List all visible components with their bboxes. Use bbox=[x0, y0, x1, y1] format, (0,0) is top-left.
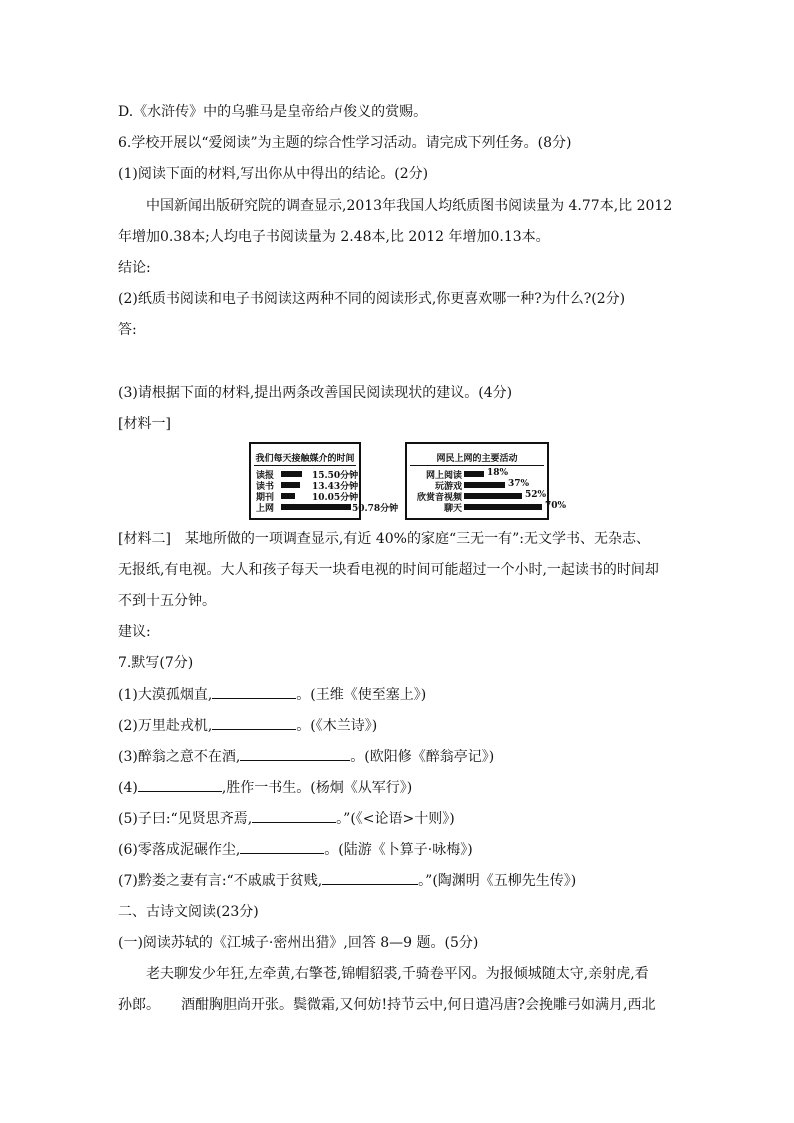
chart-divider bbox=[254, 465, 356, 466]
answer-blank[interactable] bbox=[240, 839, 324, 854]
question-6-heading: 6.学校开展以“爱阅读”为主题的综合性学习活动。请完成下列任务。(8分) bbox=[118, 135, 572, 151]
conclusion-label: 结论: bbox=[118, 260, 151, 276]
chart-divider bbox=[410, 465, 544, 466]
data-bar bbox=[464, 493, 522, 499]
data-bar bbox=[281, 493, 295, 499]
dictation-item-5 bbox=[118, 808, 455, 829]
value-label: 50.78分钟 bbox=[352, 504, 399, 514]
data-bar bbox=[464, 471, 484, 477]
data-bar bbox=[464, 504, 542, 510]
category-label: 读书 bbox=[256, 482, 275, 492]
dictation-prompt: (5)子曰:“见贤思齐焉, bbox=[118, 811, 253, 827]
subquestion-3: (3)请根据下面的材料,提出两条改善国民阅读现状的建议。(4分) bbox=[118, 385, 513, 401]
answer-blank[interactable] bbox=[240, 746, 350, 761]
data-bar bbox=[281, 482, 300, 488]
dictation-prompt: (3)醉翁之意不在酒, bbox=[118, 749, 241, 765]
dictation-prompt: (7)黔娄之妻有言:“不戚戚于贫贱, bbox=[118, 873, 323, 889]
category-label: 聊天 bbox=[443, 504, 462, 514]
value-label: 70% bbox=[545, 501, 567, 511]
dictation-item-6 bbox=[118, 839, 473, 860]
reading-1-heading: (一)阅读苏轼的《江城子·密州出猎》,回答 8—9 题。(5分) bbox=[118, 935, 479, 951]
data-bar bbox=[464, 482, 505, 488]
dictation-item-3 bbox=[118, 746, 494, 767]
category-label: 期刊 bbox=[256, 493, 275, 503]
poem-text-line-2: 孙郎。 酒酣胸胆尚开张。鬓微霜,又何妨!持节云中,何日遣冯唐?会挽雕弓如满月,西北 bbox=[118, 997, 656, 1013]
suggestion-label: 建议: bbox=[118, 624, 151, 640]
answer-label: 答: bbox=[118, 322, 137, 338]
material-2-paragraph-1: [材料二] 某地所做的一项调查显示,有近 40%的家庭“三无一有”:无文学书、无杂志、 bbox=[118, 531, 650, 547]
category-label: 网上阅读 bbox=[425, 471, 462, 481]
question-7-heading: 7.默写(7分) bbox=[118, 655, 194, 671]
material-2-paragraph-3: 不到十五分钟。 bbox=[118, 593, 216, 609]
material-2-paragraph-2: 无报纸,有电视。大人和孩子每天一块看电视的时间可能超过一个小时,一起读书的时间却 bbox=[118, 562, 659, 578]
value-label: 10.05分钟 bbox=[312, 493, 359, 503]
subquestion-1: (1)阅读下面的材料,写出你从中得出的结论。(2分) bbox=[118, 166, 429, 182]
category-label: 上网 bbox=[256, 504, 275, 514]
dictation-source: 。(王维《使至塞上》) bbox=[296, 687, 427, 703]
option-d-text: D.《水浒传》中的乌骓马是皇帝给卢俊义的赏赐。 bbox=[118, 104, 428, 120]
material-1-label: [材料一] bbox=[118, 416, 171, 432]
answer-blank[interactable] bbox=[212, 684, 296, 699]
answer-blank[interactable] bbox=[212, 715, 296, 730]
category-label: 欣赏音视频 bbox=[416, 493, 462, 503]
value-label: 15.50分钟 bbox=[312, 471, 359, 481]
chart-title: 网民上网的主要活动 bbox=[436, 454, 518, 464]
section-2-heading: 二、古诗文阅读(23分) bbox=[118, 904, 259, 920]
data-bar bbox=[281, 504, 351, 510]
value-label: 13.43分钟 bbox=[312, 482, 359, 492]
material-paragraph-2: 年增加0.38本;人均电子书阅读量为 2.48本,比 2012 年增加0.13本。 bbox=[118, 229, 550, 245]
category-label: 读报 bbox=[256, 471, 275, 481]
dictation-source: 。(欧阳修《醉翁亭记》) bbox=[350, 749, 495, 765]
dictation-item-2 bbox=[118, 715, 377, 736]
dictation-item-7 bbox=[118, 870, 576, 891]
chart-title: 我们每天接触媒介的时间 bbox=[255, 454, 355, 464]
answer-blank[interactable] bbox=[322, 870, 418, 885]
dictation-prompt: (1)大漠孤烟直, bbox=[118, 687, 213, 703]
value-label: 52% bbox=[525, 490, 547, 500]
dictation-source: 。(《木兰诗》) bbox=[296, 718, 378, 734]
dictation-source: 。”(《<论语>十则》) bbox=[336, 811, 455, 827]
value-label: 18% bbox=[487, 468, 509, 478]
value-label: 37% bbox=[508, 479, 530, 489]
dictation-prompt: (2)万里赴戎机, bbox=[118, 718, 213, 734]
online-activities-chart bbox=[405, 442, 567, 520]
dictation-item-4 bbox=[118, 777, 412, 798]
dictation-prompt: (6)零落成泥碾作尘, bbox=[118, 842, 241, 858]
answer-blank[interactable] bbox=[138, 777, 222, 792]
dictation-prompt: (4) bbox=[118, 780, 138, 796]
poem-text-line-1: 老夫聊发少年狂,左牵黄,右擎苍,锦帽貂裘,千骑卷平冈。为报倾城随太守,亲射虎,看 bbox=[146, 966, 649, 982]
material-paragraph-1: 中国新闻出版研究院的调查显示,2013年我国人均纸质图书阅读量为 4.77本,比 2012 bbox=[146, 198, 673, 214]
subquestion-2: (2)纸质书阅读和电子书阅读这两种不同的阅读形式,你更喜欢哪一种?为什么?(2分) bbox=[118, 291, 626, 307]
dictation-source: 。(陆游《卜算子·咏梅》) bbox=[324, 842, 473, 858]
dictation-item-1 bbox=[118, 684, 426, 705]
dictation-source: ,胜作一书生。(杨炯《从军行》) bbox=[221, 780, 413, 796]
media-time-chart bbox=[249, 442, 399, 520]
answer-blank[interactable] bbox=[252, 808, 336, 823]
category-label: 玩游戏 bbox=[434, 482, 462, 492]
data-bar bbox=[281, 471, 302, 477]
dictation-source: 。”(陶渊明《五柳先生传》) bbox=[418, 873, 577, 889]
